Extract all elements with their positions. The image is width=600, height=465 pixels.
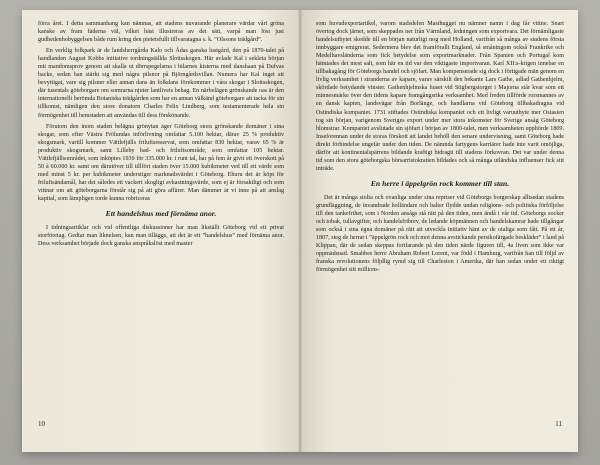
- right-paragraph-2: Det är många stolta och ovanliga under sina repriser vid Göteborgs borgerskap alltsedan stadens grundläggning, de invandrade holländare och balter flydde undan religions- och politiska förföljelse till den tankefrihet, som i Norden ansågs stå rätt på den tiden, men ändå i vår tid. Göteborgs socker och tobak, tullavgifter, och handelsfribrev, de ledande köpmännen och handelskamrar hade tillgångar som också i sina egna domäner på rätt att utveckla initiativ hänt av de otaliga som fått. På ett år, 1807, steg de herrar i ”äppelgrön rock och mot denna avstickande persikofärgade beskläder” i land på Klippan, där de sedan skeppas fortfarande på den tiden närde figuren till, 4a liven som ikke var oppmädsnad. Smabbes herre Abraham Robert Lorent, var född i Hamburg, varifrån han till följd av franska revolutionens följdlig rymd sig till Charleston i Amerika, där han sedan under ett riktigt förmögenhet sitt millions-: [316, 194, 564, 274]
- left-page-text: [38, 20, 284, 251]
- right-page: [300, 10, 578, 452]
- open-booklet: [22, 10, 578, 452]
- page-number-left: 10: [38, 420, 45, 428]
- left-paragraph-2: En verklig folkpark är de landsherrgårda Kalo och Ådas ganska lustgård, den på 1870-talet på handlanden August Kobbs initiative tordningställda Slottsskogen. Här avlade Kal i sekleta början mit mandomsprov genom att skalla ut dörrspegelarna i bilarnes kisterna med danshaan på Dufvas backe, sedan han stärkt sig med några pilsnor på Björngårdsvillan. Numera har Kal inget att bevyttigat, vare sig pilsner eller annan dans än folkdans förekommer i våra skogar i Slottsskogen, där tusentals göteborgare om somrarna njuter lantlivets behag. En närbelägen grönskande oas är den internationellt berömda Botaniska trädgården som har en annan välkänd göteborgare att tacka för sin tillkomst, nämligen den store donatorn Charles Felix Lindberg, som testamenterade hela sin förmögenhet till hemstaden att användas till dess förskönande.: [38, 48, 284, 119]
- book-gutter: [298, 10, 302, 452]
- left-paragraph-1: förra året. I detta sammanhang kan nämnas, att stadens nuvarande planerare värdar vårt gröna kanske av fram fäderna väl, vilket bäst illustreras av det sätt, varpå man löst just gudhedenhobyggelsen både rum kring den pietetsfullt tillvaratagna s. k. ”Olssons trädgård”.: [38, 21, 284, 44]
- left-paragraph-4: I tidningsartiklar och vid offentliga diskussioner har man likställt Göteborg vid ett privat storföretag. Gedtar man liknelsen, kan man tilläggs, att det är ett ”handelshus” med förnäma anor. Dess verksamhet började dock ganska anspråkslöst med master: [38, 225, 284, 248]
- left-paragraph-3: Förutom den inom staden belägna grönytan äger Göteborg stora grönskande domäner i sina skogar, som efter Västra Frölundas införlivning omfattar 5.100 hektar, därav 25 % produktiv skogsmark, vartill kommer Vättlefjälls friluftsreservat, som omfattar 830 hektar, varav 65 % är produktiv skogsmark, samt Lilleby bad- och friluftsområde, som omfattar 105 hektar. Vättlefjällsområdet, som inköptes 1939 för 335.000 kr. i runt tal, har på fem år givit ett överskott på 50 à 60.000 kr. samt om därutöver till tillfört staden över 15.000 kubikmeter ved till ett värde som med minst 5 kr. per kubikmeter understiger marknadsvärdet i Göteborg. Ehuru det är köpt för friluftsändamål, har det således ett vackert skogligt avkastningsvärde, som ej är försaktligt och som vittnar om att göteborgarna förstår sig på att göra affärer. Man dämmer är vi inne på att anslag kapital, som lämpligen torde kunna robriceras: [38, 123, 284, 202]
- right-page-text: [316, 20, 564, 277]
- section-heading-handelshus: Ett handelshus med förnäma anor.: [105, 209, 217, 219]
- page-number-right: 11: [555, 420, 562, 428]
- right-paragraph-1: som huvudexportartikel, varom stadsdelen Masthugget nu nämner namn i dag får vittne. Snart övertog dock järnet, som skeppades ner från Värmland, ledningen som exportvara. Det förnämligaste handelsutbytet skedde till en början naturligt nog med Holland, varifrån så många av stadens första innbyggare emigrerat. Sedermera blev det framförallt England, så småningom också Frankrike och Medelhavsländerna som fick betydelse som exportmarknader. Från Spanien och Portugal kom hämtades det mest salt, som här en tid var den viktigaste importvaran. Karl XII:s-krigen innebar en tillbakagång för Göteborgs handel och sjöfart. Man kompenserade sig dock i förtigade män genom en livlig verksamhet i stranderna av kapare, varav särskilt den bekante Lars Gathe, adlad Gathenhjelm, skördade betydande vinster. Gathenhjelmska huset vid Stigbergstorget i Majorna står kvar som ett minnesmärke över den tidens kapare framgångsrika verksamhet. Med freden tillförde rorsmannes av en dansk kapten, landsvägar från Borlänge, och handlarna vid Göteborg tillbakadragna vid Ostindiska kompaniet. 1731 stiftades Ostindiska kompaniet och ett livligt varuutbyte mer Ostasien tog sin början, varigenom Sveriges export under mer stora inkomster för Sverige ansåg Göteborg blomstrar. Kompaniet avslutade sin sjöfart i början av 1800-talet, men verksamheten upphörde 1809. Inseforennan under de storas förskott att landet behöll den senare undervisning, samt Göteborg hade direkt förbindelse ungefär under den tiden. De nämnda fartygens karriärer hade inte varit omöjliga, därför att kontinentalspärrens bildande kraftigt bidragit till stadens förkovran. Det var under denna tid som den stora göteborgska börsarristokratien bildades och så många utländska influenser fick sitt inträde.: [316, 21, 564, 172]
- left-page: [22, 10, 300, 452]
- section-heading-appelgron: En herre i äppelgrön rock kommer till stan.: [370, 178, 510, 188]
